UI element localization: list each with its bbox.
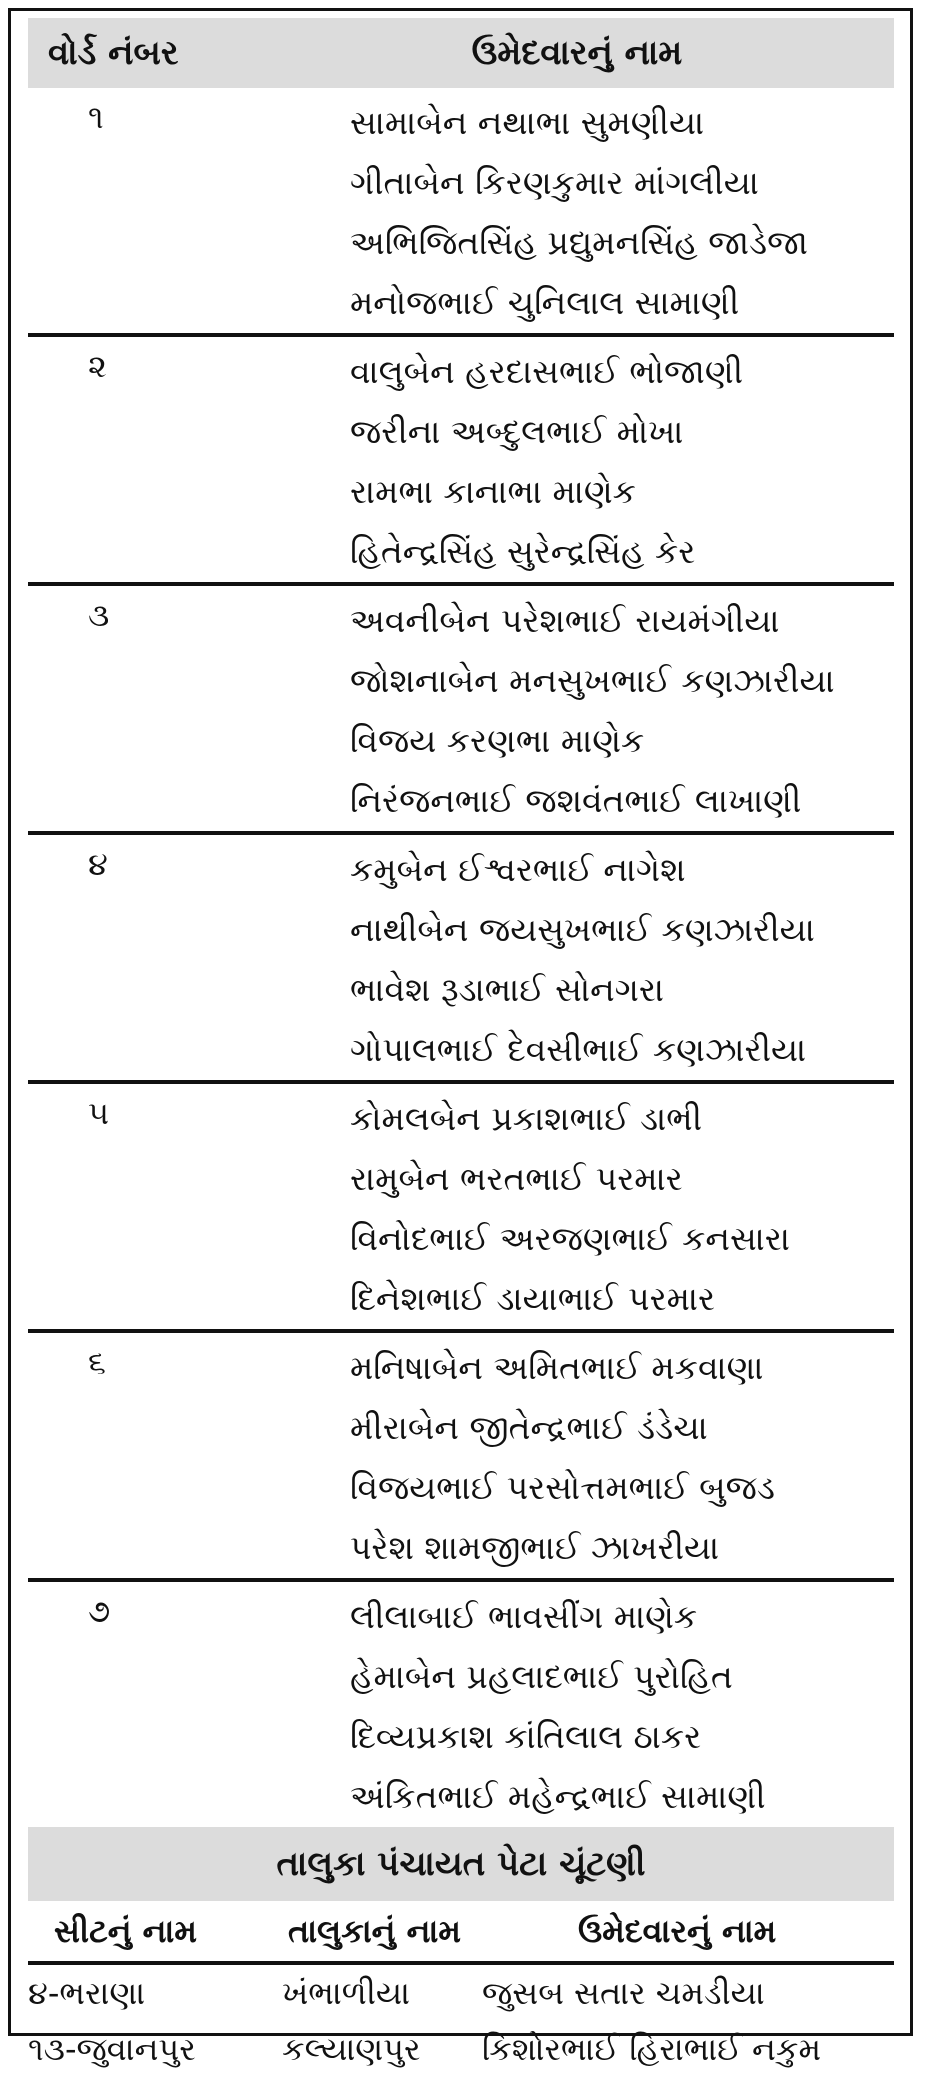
taluka-table-header	[28, 1901, 894, 1965]
candidate-name: રામુબેન ભરતભાઈ પરમાર	[350, 1159, 683, 1198]
ward-block	[28, 835, 894, 1084]
seat-name: ૪-ભરાણા	[28, 1973, 146, 2012]
candidate-list	[350, 1084, 894, 1329]
taluka-row	[28, 1965, 894, 2021]
taluka-name: કલ્યાણપુર	[282, 2029, 421, 2068]
candidate-list	[350, 88, 894, 333]
candidate-name: મનિષાબેન અમિતભાઈ મકવાણા	[350, 1348, 764, 1387]
ward-block	[28, 1333, 894, 1582]
candidate-list	[350, 835, 894, 1080]
ward-number: ૪	[88, 845, 108, 883]
main-table-header	[28, 18, 894, 88]
candidate-list	[350, 1582, 894, 1827]
notice-frame	[8, 8, 913, 2068]
candidate-name: નિરંજનભાઈ જશવંતભાઈ લાખાણી	[350, 781, 802, 820]
ward-block	[28, 337, 894, 586]
candidate-name: વાલુબેન હરદાસભાઈ ભોજાણી	[350, 352, 744, 391]
candidate-list	[350, 337, 894, 582]
taluka-row	[28, 2021, 894, 2077]
candidate-name: નાથીબેન જયસુખભાઈ કણઝારીયા	[350, 910, 815, 949]
ward-number: ૫	[88, 1094, 110, 1132]
ward-list	[28, 88, 894, 1827]
taluka-section-title: તાલુકા પંચાયત પેટા ચૂંટણી	[28, 1827, 894, 1901]
candidate-name: વિજય કરણભા માણેક	[350, 721, 645, 760]
ward-number: ૨	[88, 347, 107, 385]
candidate-name: વિજયભાઈ પરસોત્તમભાઈ બુજડ	[350, 1468, 775, 1507]
candidate-name: ભાવેશ રૂડાભાઈ સોનગરા	[350, 970, 664, 1009]
taluka-name: ખંભાળીયા	[282, 1973, 410, 2012]
ward-block	[28, 1582, 894, 1827]
notice-content	[28, 18, 894, 2077]
candidate-name: સામાબેન નથાભા સુમણીયા	[350, 103, 705, 142]
candidate-name: અવનીબેન પરેશભાઈ રાયમંગીયા	[350, 601, 780, 640]
candidate-name: પરેશ શામજીભાઈ ઝાખરીયા	[350, 1528, 720, 1567]
candidate-name: રામભા કાનાભા માણેક	[350, 472, 636, 511]
candidate-list	[350, 1333, 894, 1578]
candidate-name: ગીતાબેન કિરણકુમાર માંગલીયા	[350, 163, 759, 202]
ward-number: ૩	[88, 596, 110, 634]
ward-number: ૧	[88, 98, 104, 136]
candidate-name: ગોપાલભાઈ દેવસીભાઈ કણઝારીયા	[350, 1030, 807, 1069]
candidate-name: કોમલબેન પ્રકાશભાઈ ડાભી	[350, 1099, 703, 1138]
ward-block	[28, 88, 894, 337]
candidate-name: હિતેન્દ્રસિંહ સુરેન્દ્રસિંહ કેર	[350, 532, 696, 571]
candidate-name: અભિજિતસિંહ પ્રદ્યુમનસિંહ જાડેજા	[350, 223, 808, 262]
candidate-name: વિનોદભાઈ અરજણભાઈ કનસારા	[350, 1219, 790, 1258]
candidate-name: કિશોરભાઈ હિરાભાઈ નકુમ	[482, 2029, 822, 2068]
ward-number-header: વોર્ડ નંબર	[48, 33, 179, 73]
candidate-name: મનોજભાઈ ચુનિલાલ સામાણી	[350, 283, 740, 322]
ward-block	[28, 1084, 894, 1333]
candidate-list	[350, 586, 894, 831]
ward-block	[28, 586, 894, 835]
ward-number: ૬	[88, 1343, 106, 1381]
candidate-name: જરીના અબ્દુલભાઈ મોખા	[350, 412, 684, 451]
candidate-name: દિનેશભાઈ ડાયાભાઈ પરમાર	[350, 1279, 716, 1318]
ward-number: ૭	[88, 1592, 111, 1630]
candidate-name: મીરાબેન જીતેન્દ્રભાઈ ડંડેચા	[350, 1408, 708, 1447]
candidate-name-header: ઉમેદવારનું નામ	[471, 33, 683, 73]
taluka-name-header: તાલુકાનું નામ	[288, 1911, 461, 1950]
candidate-name: જોશનાબેન મનસુખભાઈ કણઝારીયા	[350, 661, 835, 700]
candidate-name: લીલાબાઈ ભાવસીંગ માણેક	[350, 1597, 698, 1636]
candidate-name: દિવ્યપ્રકાશ કાંતિલાલ ઠાકર	[350, 1717, 702, 1756]
candidate-name: હેમાબેન પ્રહલાદભાઈ પુરોહિત	[350, 1657, 733, 1696]
candidate-name: અંકિતભાઈ મહેન્દ્રભાઈ સામાણી	[350, 1777, 766, 1816]
seat-name-header: સીટનું નામ	[54, 1911, 197, 1950]
seat-name: ૧૩-જુવાનપુર	[28, 2029, 196, 2068]
candidate-name: જુસબ સતાર ચમડીયા	[482, 1973, 765, 2012]
candidate-name-header: ઉમેદવારનું નામ	[578, 1911, 777, 1950]
candidate-name: કમુબેન ઈશ્વરભાઈ નાગેશ	[350, 850, 686, 889]
